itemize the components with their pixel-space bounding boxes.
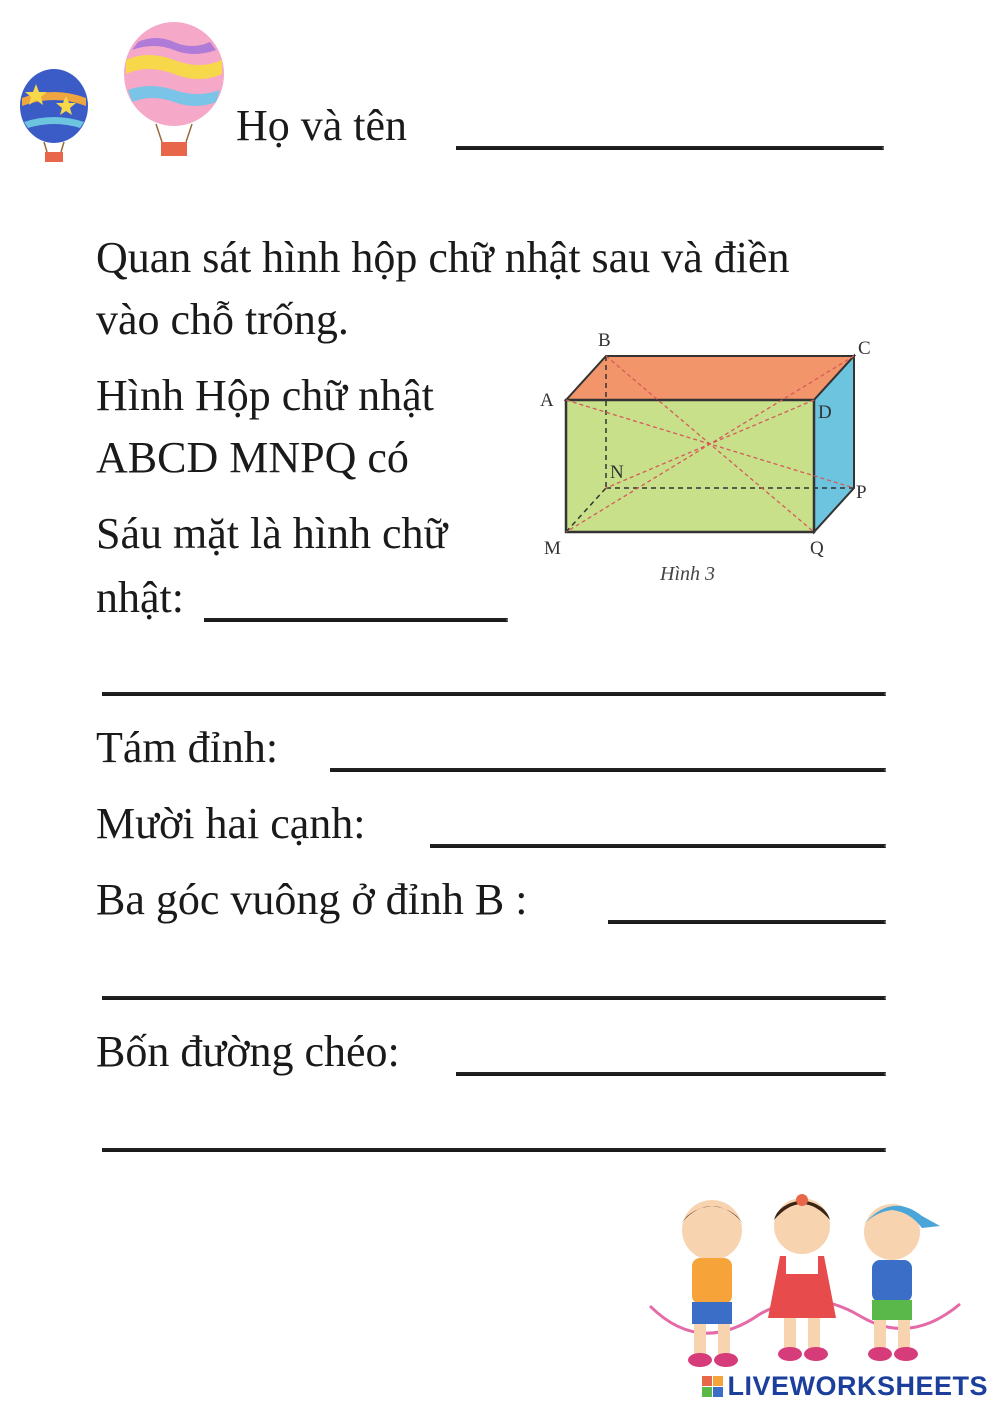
vertex-label-Q: Q: [810, 538, 824, 559]
vertex-label-D: D: [818, 402, 832, 423]
balloon-large-icon: [118, 20, 230, 158]
vertex-label-P: P: [856, 482, 867, 503]
diagonals-label: Bốn đường chéo:: [96, 1027, 400, 1076]
vertex-label-N: N: [610, 462, 624, 483]
instruction-line-1: Quan sát hình hộp chữ nhật sau và điền: [96, 233, 790, 282]
twelve-edges-label: Mười hai cạnh:: [96, 799, 366, 848]
front-face: [566, 400, 814, 532]
vertex-label-M: M: [544, 538, 561, 559]
six-faces-input-1[interactable]: [204, 618, 508, 622]
top-face: [566, 356, 854, 400]
name-label: Họ và tên: [236, 101, 408, 150]
name-input[interactable]: [456, 146, 884, 150]
box-figure: [530, 322, 890, 590]
intro-line-2: ABCD MNPQ có: [96, 433, 409, 482]
six-faces-label-1: Sáu mặt là hình chữ: [96, 509, 448, 558]
balloon-small-icon: [14, 66, 94, 166]
figure-caption: Hình 3: [660, 563, 715, 585]
liveworksheets-brand-text: LIVEWORKSHEETS: [727, 1371, 988, 1401]
eight-vertices-label: Tám đỉnh:: [96, 723, 279, 772]
twelve-edges-input[interactable]: [430, 844, 886, 848]
six-faces-label-2: nhật:: [96, 573, 184, 622]
right-angles-label: Ba góc vuông ở đỉnh B :: [96, 875, 528, 924]
right-angles-input-1[interactable]: [608, 920, 886, 924]
instruction-line-2: vào chỗ trống.: [96, 295, 349, 344]
diagonals-input-2[interactable]: [102, 1148, 886, 1152]
vertex-label-B: B: [598, 330, 611, 351]
intro-line-1: Hình Hộp chữ nhật: [96, 371, 434, 420]
kids-jumping-rope-illustration: [640, 1186, 970, 1372]
diagonals-input-1[interactable]: [456, 1072, 886, 1076]
vertex-label-C: C: [858, 338, 871, 359]
liveworksheets-logo: [702, 1371, 988, 1402]
right-angles-input-2[interactable]: [102, 996, 886, 1000]
liveworksheets-logo-icon: [702, 1376, 723, 1397]
vertex-label-A: A: [540, 390, 554, 411]
six-faces-input-2[interactable]: [102, 692, 886, 696]
eight-vertices-input[interactable]: [330, 768, 886, 772]
